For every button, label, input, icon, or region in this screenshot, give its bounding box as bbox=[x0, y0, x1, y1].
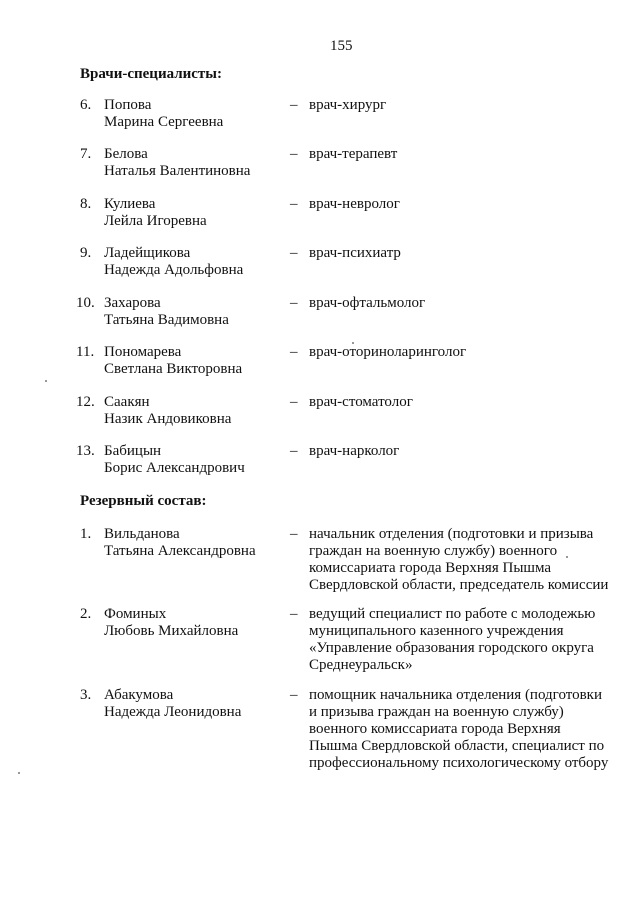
given-names: Марина Сергеевна bbox=[104, 114, 224, 130]
role bbox=[309, 394, 624, 411]
dash: – bbox=[290, 245, 298, 261]
surname: Фоминых bbox=[104, 606, 167, 622]
role-line: врач-психиатр bbox=[309, 245, 401, 261]
surname: Ладейщикова bbox=[104, 245, 191, 261]
scan-speck bbox=[45, 380, 47, 382]
surname: Попова bbox=[104, 97, 152, 113]
item-number: 7. bbox=[80, 146, 92, 162]
role-line: «Управление образования городского округа bbox=[309, 640, 594, 656]
item-number: 12. bbox=[76, 394, 95, 410]
item-number: 9. bbox=[80, 245, 92, 261]
given-names: Наталья Валентиновна bbox=[104, 163, 251, 179]
dash: – bbox=[290, 443, 298, 459]
item-number: 2. bbox=[80, 606, 92, 622]
role bbox=[309, 606, 624, 674]
role-line: врач-хирург bbox=[309, 97, 387, 113]
role-line: и призыва граждан на военную службу) bbox=[309, 704, 564, 720]
dash: – bbox=[290, 295, 298, 311]
given-names: Татьяна Александровна bbox=[104, 543, 256, 559]
page-number: 155 bbox=[330, 38, 353, 54]
role-line: ведущий специалист по работе с молодежью bbox=[309, 606, 596, 622]
role bbox=[309, 443, 624, 460]
role-line: врач-офтальмолог bbox=[309, 295, 426, 311]
given-names: Светлана Викторовна bbox=[104, 361, 243, 377]
role bbox=[309, 97, 624, 114]
surname: Захарова bbox=[104, 295, 161, 311]
surname: Пономарева bbox=[104, 344, 182, 360]
role-line: граждан на военную службу) военного bbox=[309, 543, 558, 559]
given-names: Татьяна Вадимовна bbox=[104, 312, 229, 328]
given-names: Надежда Адольфовна bbox=[104, 262, 244, 278]
dash: – bbox=[290, 526, 298, 542]
given-names: Назик Андовиковна bbox=[104, 411, 232, 427]
person-name bbox=[104, 196, 289, 230]
item-number: 13. bbox=[76, 443, 95, 459]
role bbox=[309, 196, 624, 213]
item-number: 3. bbox=[80, 687, 92, 703]
given-names: Надежда Леонидовна bbox=[104, 704, 242, 720]
role-line: Свердловской области, председатель комиссии bbox=[309, 577, 609, 593]
person-name bbox=[104, 146, 289, 180]
dash: – bbox=[290, 344, 298, 360]
role-line: комиссариата города Верхняя Пышма bbox=[309, 560, 551, 576]
role-line: Среднеуральск» bbox=[309, 657, 413, 673]
role-line: профессиональному психологическому отбору bbox=[309, 755, 609, 771]
role-line: Пышма Свердловской области, специалист по bbox=[309, 738, 605, 754]
given-names: Любовь Михайловна bbox=[104, 623, 239, 639]
dash: – bbox=[290, 196, 298, 212]
item-number: 1. bbox=[80, 526, 92, 542]
role bbox=[309, 146, 624, 163]
person-name bbox=[104, 443, 289, 477]
role-line: муниципального казенного учреждения bbox=[309, 623, 564, 639]
item-number: 10. bbox=[76, 295, 95, 311]
item-number: 8. bbox=[80, 196, 92, 212]
surname: Вильданова bbox=[104, 526, 180, 542]
role bbox=[309, 687, 624, 772]
given-names: Лейла Игоревна bbox=[104, 213, 207, 229]
person-name bbox=[104, 526, 289, 560]
given-names: Борис Александрович bbox=[104, 460, 245, 476]
role bbox=[309, 295, 624, 312]
role-line: начальник отделения (подготовки и призыва bbox=[309, 526, 594, 542]
surname: Белова bbox=[104, 146, 148, 162]
surname: Кулиева bbox=[104, 196, 156, 212]
role-line: врач-оториноларинголог bbox=[309, 344, 467, 360]
section-heading-specialists: Врачи-специалисты: bbox=[80, 66, 223, 82]
person-name bbox=[104, 606, 289, 640]
role-line: врач-терапевт bbox=[309, 146, 398, 162]
scan-speck bbox=[18, 772, 20, 774]
person-name bbox=[104, 245, 289, 279]
person-name bbox=[104, 97, 289, 131]
section-heading-reserve: Резервный состав: bbox=[80, 493, 207, 509]
role bbox=[309, 245, 624, 262]
surname: Саакян bbox=[104, 394, 150, 410]
surname: Бабицын bbox=[104, 443, 162, 459]
scan-speck bbox=[352, 342, 354, 344]
item-number: 11. bbox=[76, 344, 95, 360]
dash: – bbox=[290, 394, 298, 410]
role bbox=[309, 344, 624, 361]
person-name bbox=[104, 344, 289, 378]
role-line: помощник начальника отделения (подготовки bbox=[309, 687, 602, 703]
role-line: врач-стоматолог bbox=[309, 394, 413, 410]
role bbox=[309, 526, 624, 594]
surname: Абакумова bbox=[104, 687, 174, 703]
dash: – bbox=[290, 146, 298, 162]
role-line: военного комиссариата города Верхняя bbox=[309, 721, 561, 737]
dash: – bbox=[290, 687, 298, 703]
role-line: врач-нарколог bbox=[309, 443, 400, 459]
scan-speck bbox=[566, 556, 568, 558]
role-line: врач-невролог bbox=[309, 196, 400, 212]
person-name bbox=[104, 295, 289, 329]
person-name bbox=[104, 687, 289, 721]
dash: – bbox=[290, 97, 298, 113]
item-number: 6. bbox=[80, 97, 92, 113]
person-name bbox=[104, 394, 289, 428]
dash: – bbox=[290, 606, 298, 622]
